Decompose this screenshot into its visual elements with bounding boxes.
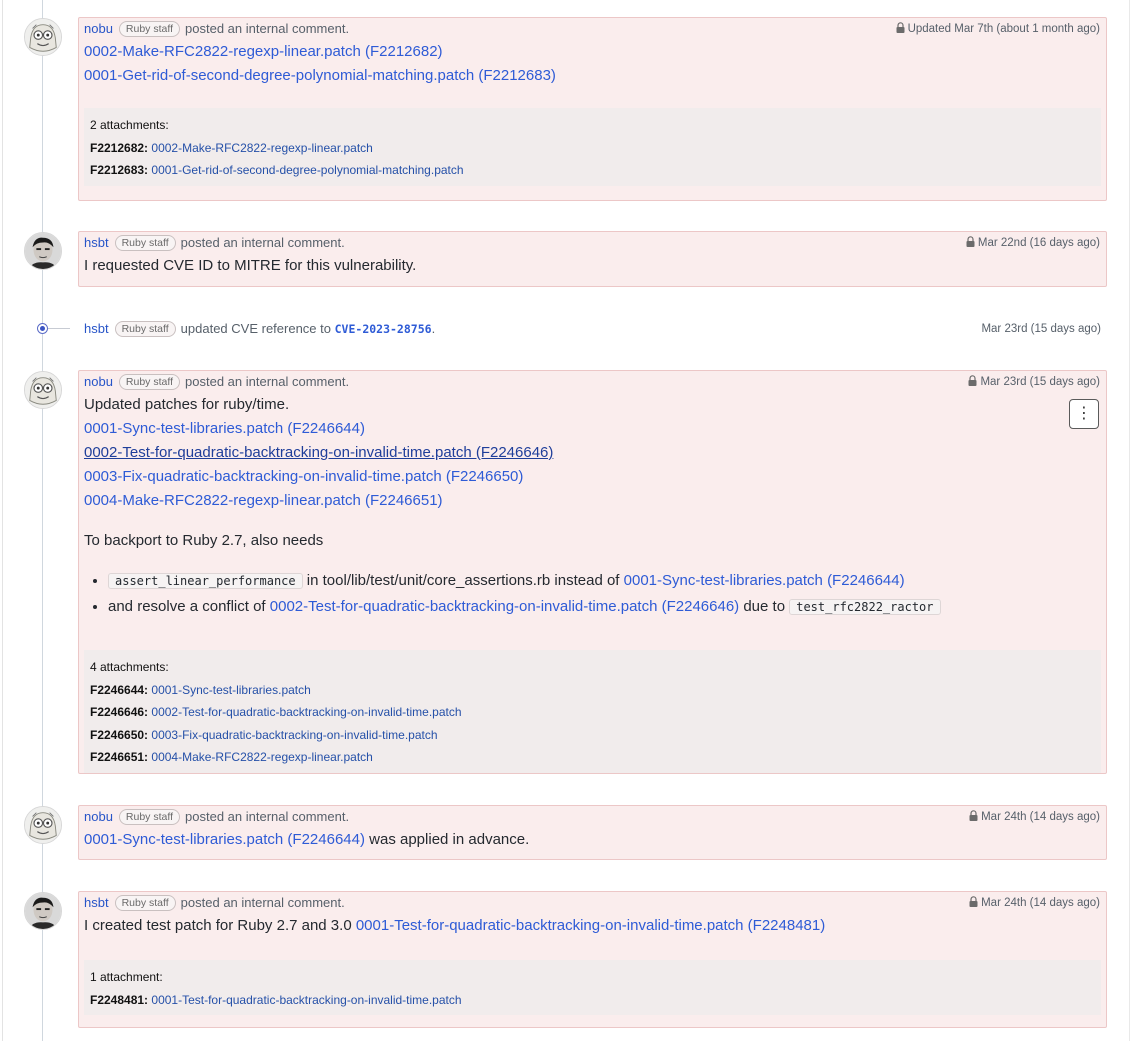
event-action: updated CVE reference to <box>180 321 331 336</box>
comment-timestamp[interactable]: Mar 23rd (15 days ago) <box>968 371 1100 393</box>
patch-link[interactable]: 0003-Fix-quadratic-backtracking-on-invalid-time.patch (F2246650) <box>84 468 524 485</box>
attachment-link[interactable]: 0001-Sync-test-libraries.patch <box>151 682 311 697</box>
comment-body <box>79 254 1106 278</box>
patch-link[interactable]: 0001-Sync-test-libraries.patch (F2246644) <box>84 420 365 437</box>
attachment-link[interactable]: 0001-Test-for-quadratic-backtracking-on-invalid-time.patch <box>151 992 462 1007</box>
comment-text: was applied in advance. <box>369 831 530 848</box>
attachment-id: F2248481: <box>90 992 149 1007</box>
staff-badge: Ruby staff <box>115 235 176 251</box>
hsbt-avatar-icon <box>25 893 61 929</box>
attachment-link[interactable]: 0001-Get-rid-of-second-degree-polynomial-matching.patch <box>151 163 464 177</box>
inline-code: assert_linear_performance <box>108 573 303 589</box>
inline-code: test_rfc2822_ractor <box>789 599 940 615</box>
staff-badge: Ruby staff <box>119 809 180 825</box>
attachment-row <box>90 746 1095 769</box>
patch-link[interactable]: 0002-Make-RFC2822-regexp-linear.patch (F2212682) <box>84 43 443 60</box>
staff-badge: Ruby staff <box>115 321 176 337</box>
attachment-row <box>90 989 1095 1012</box>
comment-author[interactable]: nobu <box>84 809 113 824</box>
comment-action: posted an internal comment. <box>180 235 345 250</box>
avatar-hsbt[interactable] <box>24 892 62 930</box>
attachment-id: F2212682: <box>90 140 149 155</box>
comment-card <box>78 370 1107 774</box>
comment-timestamp[interactable]: Updated Mar 7th (about 1 month ago) <box>896 18 1100 40</box>
comment-author[interactable]: nobu <box>84 21 113 36</box>
event-author[interactable]: hsbt <box>84 321 109 336</box>
comment-menu-button[interactable] <box>1069 399 1099 429</box>
attachment-row <box>90 701 1095 724</box>
attachment-row <box>90 724 1095 747</box>
timeline-line <box>42 0 43 1041</box>
attachment-row <box>90 159 1095 182</box>
staff-badge: Ruby staff <box>119 21 180 37</box>
comment-body <box>79 914 1106 938</box>
hsbt-avatar-icon <box>25 233 61 269</box>
patch-link[interactable]: 0001-Sync-test-libraries.patch (F2246644) <box>623 572 905 589</box>
comment-text: To backport to Ruby 2.7, also needs <box>84 532 324 549</box>
comment-timestamp[interactable]: Mar 24th (14 days ago) <box>969 806 1100 828</box>
comment-body <box>79 393 1106 620</box>
attachments-title: 4 attachments: <box>90 660 169 674</box>
attachments-box <box>84 108 1101 186</box>
comment-header <box>79 232 1106 254</box>
lock-icon <box>896 22 905 33</box>
patch-link[interactable]: 0002-Test-for-quadratic-backtracking-on-invalid-time.patch (F2246646) <box>269 598 740 615</box>
comment-author[interactable]: hsbt <box>84 895 109 910</box>
lock-icon <box>966 236 975 247</box>
page-right-border <box>1129 0 1130 1041</box>
bullet-list <box>84 568 1101 620</box>
comment-author[interactable]: hsbt <box>84 235 109 250</box>
kebab-icon: ⋮ <box>1076 405 1092 422</box>
attachment-id: F2212683: <box>90 163 149 177</box>
attachment-id: F2246644: <box>90 682 149 697</box>
comment-text: I created test patch for Ruby 2.7 and 3.0 <box>84 917 352 934</box>
avatar-nobu[interactable] <box>24 18 62 56</box>
lock-icon <box>969 896 978 907</box>
attachments-title: 1 attachment: <box>90 970 163 984</box>
comment-action: posted an internal comment. <box>180 895 345 910</box>
comment-header <box>79 892 1106 914</box>
comment-text: I requested CVE ID to MITRE for this vulnerability. <box>84 257 417 274</box>
patch-link[interactable]: 0001-Get-rid-of-second-degree-polynomial-matching.patch (F2212683) <box>84 67 556 84</box>
nobu-avatar-icon <box>25 19 61 55</box>
comment-card <box>78 805 1107 860</box>
comment-header <box>79 18 1106 40</box>
attachment-link[interactable]: 0002-Test-for-quadratic-backtracking-on-invalid-time.patch <box>151 705 462 719</box>
comment-action: posted an internal comment. <box>185 374 350 389</box>
nobu-avatar-icon <box>25 372 61 408</box>
list-item: • and resolve a conflict of 0002-Test-for-quadratic-backtracking-on-invalid-time.patch (F2246646) due to test_rfc2822_ractor <box>108 594 1101 620</box>
list-item: • assert_linear_performance in tool/lib/test/unit/core_assertions.rb instead of 0001-Sync-test-libraries.patch (F2246644) <box>108 568 1101 594</box>
comment-body <box>79 40 1106 88</box>
comment-author[interactable]: nobu <box>84 374 113 389</box>
avatar-nobu[interactable] <box>24 806 62 844</box>
attachment-row <box>90 679 1095 702</box>
attachment-id: F2246650: <box>90 727 149 742</box>
patch-link[interactable]: 0001-Test-for-quadratic-backtracking-on-invalid-time.patch (F2248481) <box>355 917 826 934</box>
comment-timestamp[interactable]: Mar 22nd (16 days ago) <box>966 232 1100 254</box>
attachment-link[interactable]: 0002-Make-RFC2822-regexp-linear.patch <box>151 140 373 155</box>
patch-link[interactable]: 0002-Test-for-quadratic-backtracking-on-invalid-time.patch (F2246646) <box>84 444 554 461</box>
patch-link[interactable]: 0004-Make-RFC2822-regexp-linear.patch (F2246651) <box>84 492 443 509</box>
page-left-border <box>2 0 3 1041</box>
event-timestamp[interactable]: Mar 23rd (15 days ago) <box>981 323 1101 335</box>
nobu-avatar-icon <box>25 807 61 843</box>
attachment-link[interactable]: 0003-Fix-quadratic-backtracking-on-invalid-time.patch <box>151 727 438 742</box>
attachments-title: 2 attachments: <box>90 118 169 132</box>
lock-icon <box>968 375 977 386</box>
attachments-box <box>84 650 1101 773</box>
attachment-row <box>90 137 1095 160</box>
attachment-id: F2246646: <box>90 705 149 719</box>
comment-action: posted an internal comment. <box>185 809 350 824</box>
event-text: hsbt Ruby staff updated CVE reference to CVE-2023-28756. <box>84 321 436 336</box>
comment-action: posted an internal comment. <box>185 21 350 36</box>
attachments-box <box>84 960 1101 1015</box>
timeline-event <box>0 318 1107 340</box>
comment-card <box>78 891 1107 1028</box>
avatar-nobu[interactable] <box>24 371 62 409</box>
comment-text: Updated patches for ruby/time. <box>84 396 290 413</box>
patch-link[interactable]: 0001-Sync-test-libraries.patch (F2246644) <box>84 831 365 848</box>
comment-card <box>78 17 1107 201</box>
event-dot-icon <box>37 323 48 334</box>
comment-header <box>79 806 1106 828</box>
avatar-hsbt[interactable] <box>24 232 62 270</box>
comment-card <box>78 231 1107 287</box>
staff-badge: Ruby staff <box>115 895 176 911</box>
lock-icon <box>969 810 978 821</box>
comment-timestamp[interactable]: Mar 24th (14 days ago) <box>969 892 1100 914</box>
comment-body <box>79 828 1106 852</box>
comment-header <box>79 371 1106 393</box>
attachment-link[interactable]: 0004-Make-RFC2822-regexp-linear.patch <box>151 750 373 764</box>
cve-link[interactable]: CVE-2023-28756 <box>334 322 432 336</box>
event-connector <box>48 328 70 329</box>
attachment-id: F2246651: <box>90 750 149 764</box>
staff-badge: Ruby staff <box>119 374 180 390</box>
